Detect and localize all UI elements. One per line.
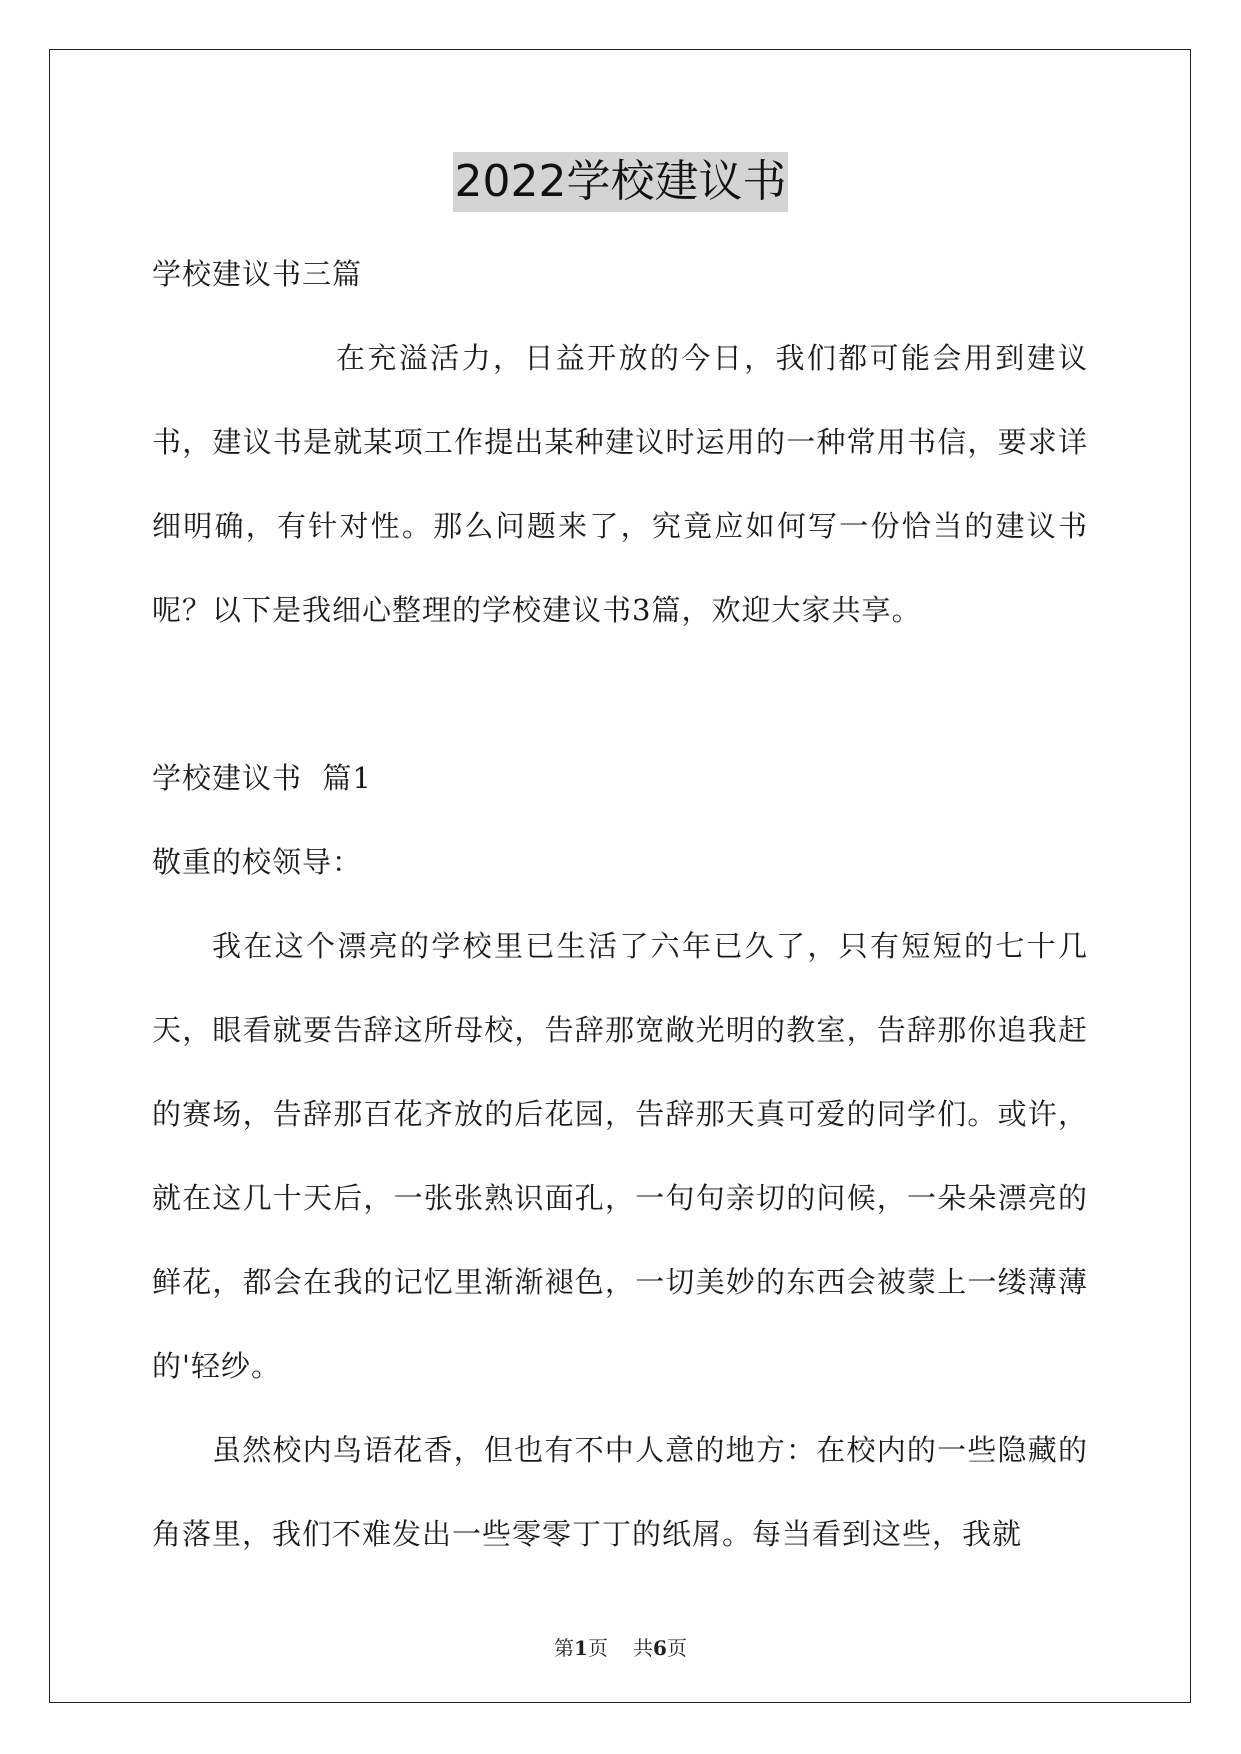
salutation: 敬重的校领导： [152,845,363,879]
body-paragraph-1: 我在这个漂亮的学校里已生活了六年已久了，只有短短的七十几天，眼看就要告辞这所母校，告辞那宽敞光明的教室，告辞那你追我赶的赛场，告辞那百花齐放的后花园，告辞那天真可爱的同学们。或许，就在这几十天后，一张张熟识面孔，一句句亲切的问候，一朵朵漂亮的鲜花，都会在我的记忆里渐渐褪色，一切美妙的东西会被蒙上一缕薄薄的'轻纱。 [152,929,1088,1383]
body-paragraph-2: 虽然校内鸟语花香，但也有不中人意的地方：在校内的一些隐藏的角落里，我们不难发出一些零零丁丁的纸屑。每当看到这些，我就 [152,1433,1088,1551]
footer-total-suffix: 页 [666,1636,687,1660]
title-container [0,152,1241,212]
document-title: 2022学校建议书 [453,152,789,212]
footer-page-number: 1 [574,1636,588,1660]
document-subtitle: 学校建议书三篇 [152,257,363,291]
document-body [152,232,1088,1576]
intro-paragraph: 在充溢活力，日益开放的今日，我们都可能会用到建议书，建议书是就某项工作提出某种建议时运用的一种常用书信，要求详细明确，有针对性。那么问题来了，究竟应如何写一份恰当的建议书呢？以下是我细心整理的学校建议书3篇，欢迎大家共享。 [152,341,1088,627]
section-heading: 学校建议书 篇1 [152,761,372,795]
footer-total-prefix: 共 [633,1636,654,1660]
footer-total-pages: 6 [653,1636,667,1660]
footer-page-suffix: 页 [587,1636,608,1660]
page-footer [0,1632,1241,1661]
footer-page-prefix: 第 [554,1636,575,1660]
